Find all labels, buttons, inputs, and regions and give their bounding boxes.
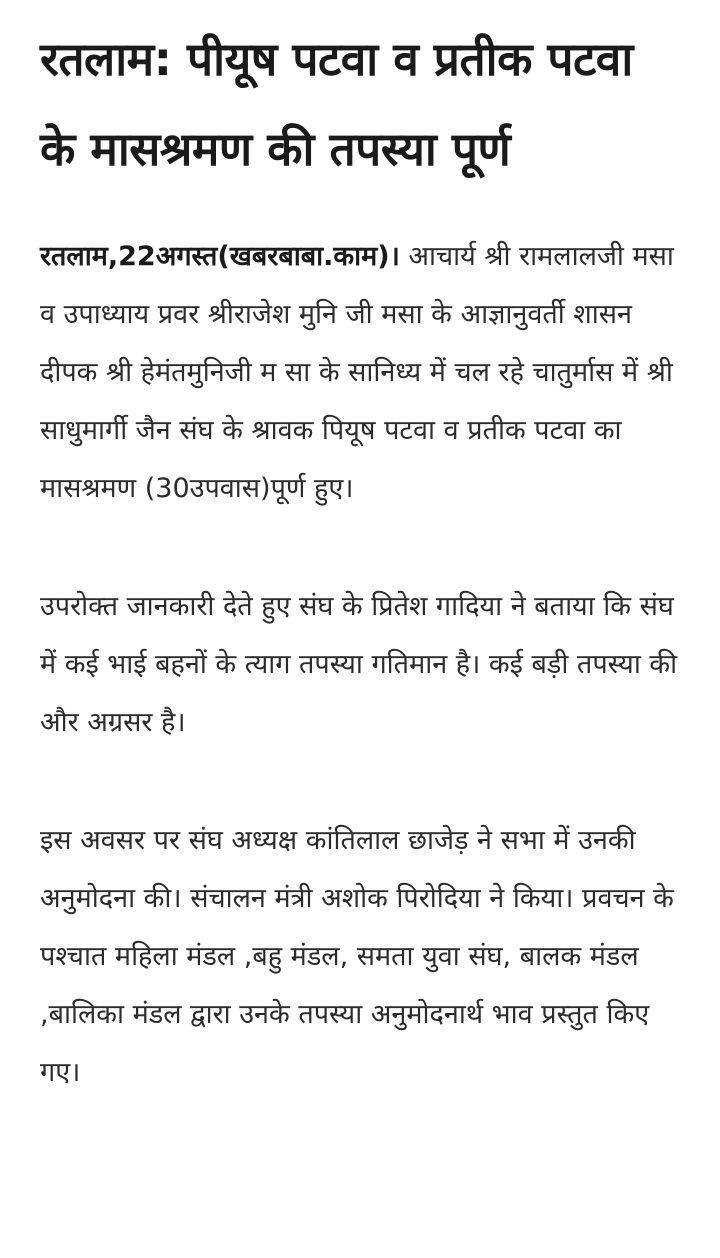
article-paragraph-intro: [40, 228, 680, 518]
article-paragraph-text: आचार्य श्री रामलालजी मसा व उपाध्याय प्रवर श्रीराजेश मुनि जी मसा के आज्ञानुवर्ती शासन दीपक श्री हेमंतमुनिजी म सा के सानिध्य में चल रहे चातुर्मास में श्री साधुमार्गी जैन संघ के श्रावक पियूष पटवा व प्रतीक पटवा का मासश्रमण (30उपवास)पूर्ण हुए।: [40, 241, 674, 504]
article-headline: रतलाम: पीयूष पटवा व प्रतीक पटवा के मासश्रमण की तपस्या पूर्ण: [40, 32, 633, 176]
article-dateline: रतलाम,22अगस्त(खबरबाबा.काम)।: [40, 241, 400, 272]
article-body: [40, 228, 680, 1102]
article-paragraph: इस अवसर पर संघ अध्यक्ष कांतिलाल छाजेड़ ने सभा में उनकी अनुमोदना की। संचालन मंत्री अशोक पिरोदिया ने किया। प्रवचन के पश्चात महिला मंडल ,बहु मंडल, समता युवा संघ, बालक मंडल ,बालिका मंडल द्वारा उनके तपस्या अनुमोदनार्थ भाव प्रस्तुत किए गए।: [40, 825, 674, 1088]
article-paragraph: उपरोक्त जानकारी देते हुए संघ के प्रितेश गादिया ने बताया कि संघ में कई भाई बहनों के त्याग तपस्या गतिमान है। कई बड़ी तपस्या की और अग्रसर है।: [40, 591, 678, 738]
